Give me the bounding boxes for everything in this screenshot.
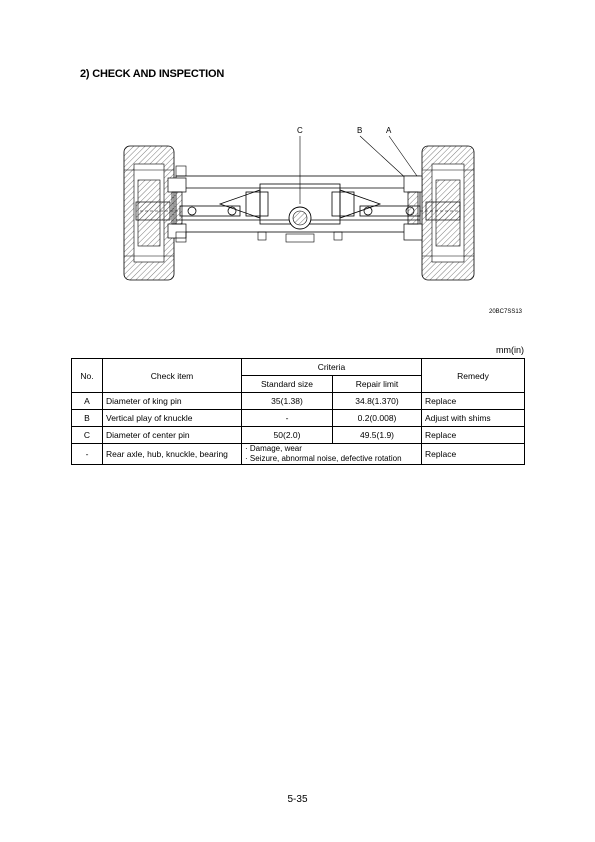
row-remedy: Replace <box>422 444 525 465</box>
row-remedy: Adjust with shims <box>422 410 525 427</box>
row-no: B <box>72 410 103 427</box>
callout-a: A <box>386 126 392 135</box>
row-criteria <box>242 444 422 465</box>
row-item: Rear axle, hub, knuckle, bearing <box>103 444 242 465</box>
header-repair-limit: Repair limit <box>333 376 422 393</box>
row-standard: 50(2.0) <box>242 427 333 444</box>
row-no: - <box>72 444 103 465</box>
row-limit: 49.5(1.9) <box>333 427 422 444</box>
row-item: Diameter of center pin <box>103 427 242 444</box>
check-inspection-table <box>71 358 525 465</box>
row-item: Vertical play of knuckle <box>103 410 242 427</box>
header-remedy: Remedy <box>422 359 525 393</box>
callout-b: B <box>357 126 363 135</box>
header-criteria: Criteria <box>242 359 422 376</box>
callout-c: C <box>297 126 303 135</box>
row-limit: 0.2(0.008) <box>333 410 422 427</box>
row-remedy: Replace <box>422 393 525 410</box>
row-no: C <box>72 427 103 444</box>
unit-label: mm(in) <box>496 345 524 355</box>
page-number: 5-35 <box>287 794 308 805</box>
row-item: Diameter of king pin <box>103 393 242 410</box>
row-standard: - <box>242 410 333 427</box>
row-standard: 35(1.38) <box>242 393 333 410</box>
criteria-line-2: · Seizure, abnormal noise, defective rotation <box>245 454 402 463</box>
table-row <box>72 427 525 444</box>
criteria-line-1: · Damage, wear <box>245 444 302 453</box>
row-limit: 34.8(1.370) <box>333 393 422 410</box>
table-row <box>72 444 525 465</box>
figure-code: 20BC7SS13 <box>489 309 523 315</box>
row-no: A <box>72 393 103 410</box>
table-row <box>72 393 525 410</box>
section-title: 2) CHECK AND INSPECTION <box>80 68 225 80</box>
header-check-item: Check item <box>103 359 242 393</box>
header-standard-size: Standard size <box>242 376 333 393</box>
row-remedy: Replace <box>422 427 525 444</box>
rear-axle-diagram <box>120 120 480 285</box>
table-row <box>72 410 525 427</box>
header-no: No. <box>72 359 103 393</box>
